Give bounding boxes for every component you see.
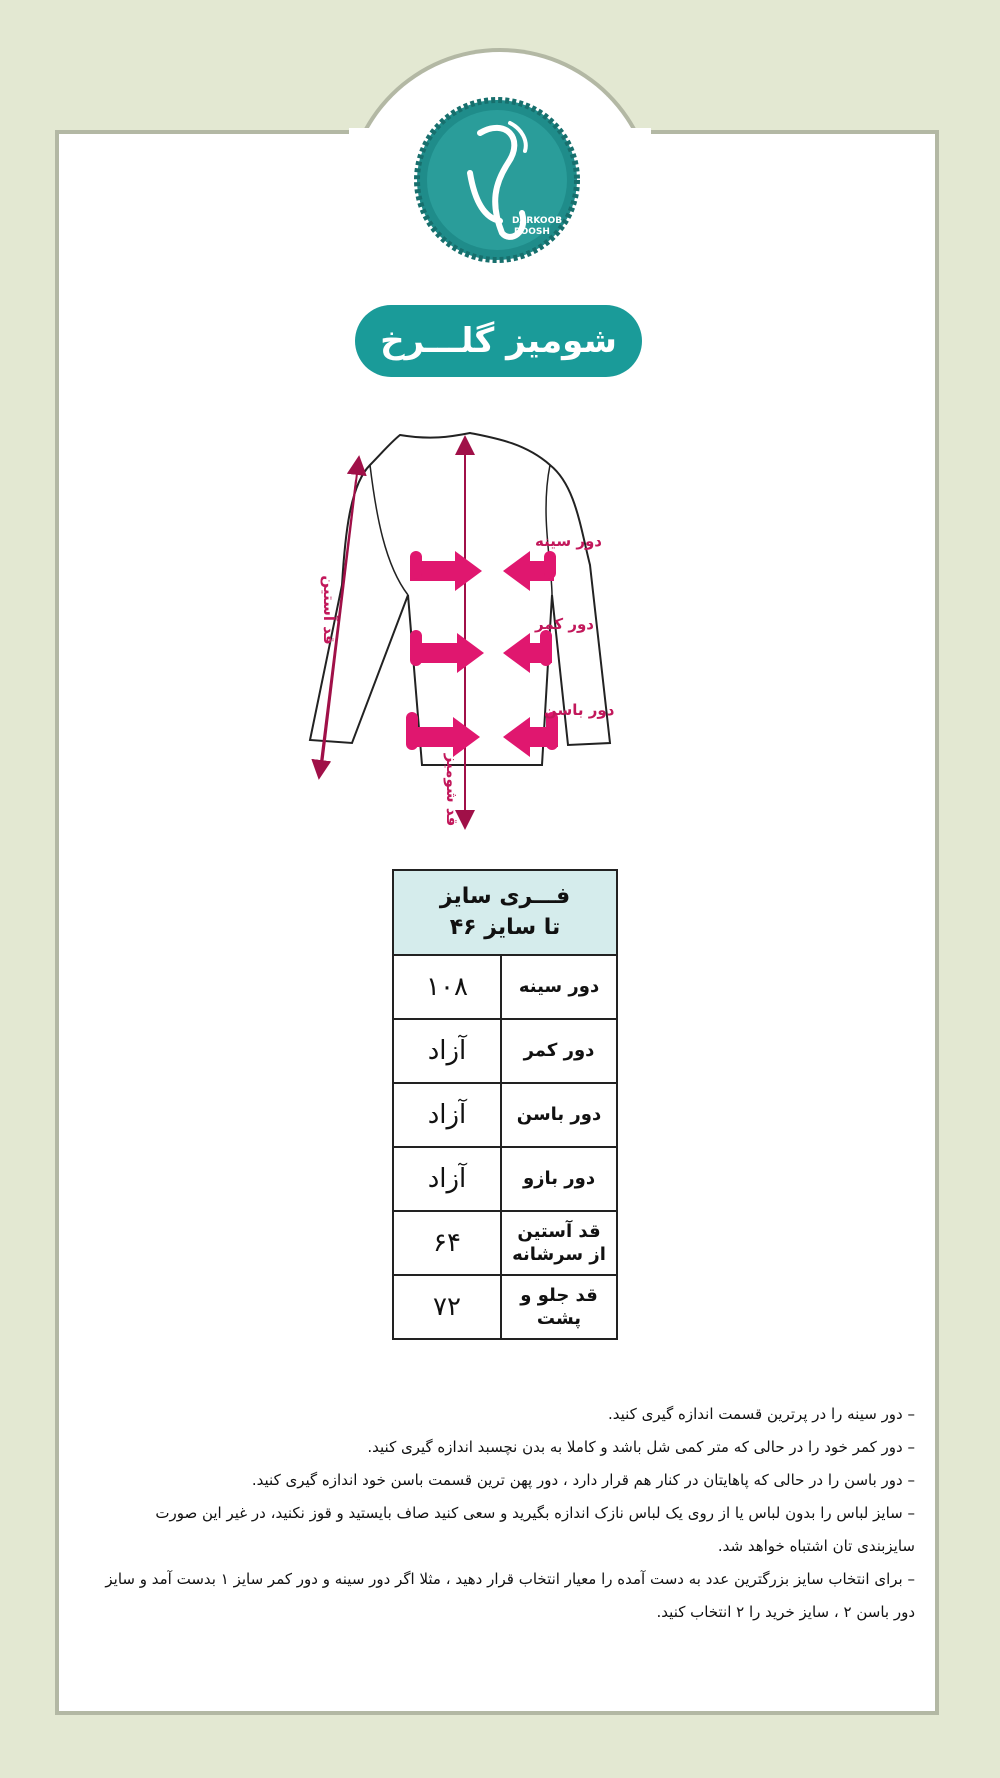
- row-label-line-2: پشت: [536, 1308, 582, 1329]
- measurement-notes: [95, 1398, 915, 1629]
- row-value: آزاد: [393, 1019, 501, 1083]
- logo-text-1: DARKOOB: [512, 216, 563, 226]
- note-item: – دور سینه را در پرترین قسمت اندازه گیری کنید.: [607, 1405, 915, 1423]
- row-label-line-2: از سرشانه: [512, 1244, 606, 1265]
- table-row: [393, 1275, 617, 1339]
- waist-label: دور کمر: [535, 615, 594, 633]
- row-value: ۷۲: [393, 1275, 501, 1339]
- row-label: [501, 1275, 617, 1339]
- row-label: [501, 1211, 617, 1275]
- note-item: – دور کمر خود را در حالی که متر کمی شل باشد و کاملا به بدن نچسبد اندازه گیری کنید.: [367, 1438, 915, 1456]
- note-item: – برای انتخاب سایز بزرگترین عدد به دست آمده را معیار انتخاب قرار دهید ، مثلا اگر دور سینه و دور کمر سایز ۱ بدست آمد و سایز دور باسن ۲ ، سایز خرید را ۲ انتخاب کنید.: [105, 1570, 915, 1621]
- logo-text-2: POOSH: [514, 227, 550, 237]
- hip-label: دور باسن: [544, 701, 615, 719]
- table-row: [393, 1211, 617, 1275]
- chest-label: دور سینه: [535, 532, 602, 550]
- row-label: دور سینه: [501, 955, 617, 1019]
- header-line-2: تا سایز ۴۶: [449, 914, 561, 940]
- row-label-line-1: قد آستین: [517, 1220, 601, 1242]
- row-label: دور باسن: [501, 1083, 617, 1147]
- size-table: [392, 869, 618, 1340]
- shirt-length-label: قد شومیز: [443, 753, 461, 827]
- product-title: شومیز گلـــرخ: [355, 305, 642, 377]
- brand-logo: [410, 93, 585, 268]
- row-value: ۱۰۸: [393, 955, 501, 1019]
- table-row: [393, 955, 617, 1019]
- table-row: [393, 1083, 617, 1147]
- note-item: – سایز لباس را بدون لباس یا از روی یک لباس نازک اندازه بگیرید و سعی کنید صاف بایستید و قوز نکنید، در غیر این صورت سایزبندی تان اشتباه خواهد شد.: [155, 1504, 915, 1555]
- header-line-1: فـــری سایز: [439, 883, 571, 909]
- note-item: – دور باسن را در حالی که پاهایتان در کنار هم قرار دارد ، دور پهن ترین قسمت باسن خود اندازه گیری کنید.: [251, 1471, 915, 1489]
- table-row: [393, 1019, 617, 1083]
- row-value: ۶۴: [393, 1211, 501, 1275]
- sleeve-length-label: قد آستین: [320, 575, 338, 645]
- row-value: آزاد: [393, 1083, 501, 1147]
- row-label-line-1: قد جلو و: [520, 1284, 598, 1306]
- row-label: دور کمر: [501, 1019, 617, 1083]
- row-label: دور بازو: [501, 1147, 617, 1211]
- table-row: [393, 1147, 617, 1211]
- size-diagram: [290, 425, 720, 835]
- row-value: آزاد: [393, 1147, 501, 1211]
- size-table-title: [393, 870, 617, 955]
- size-table-header: [393, 870, 617, 955]
